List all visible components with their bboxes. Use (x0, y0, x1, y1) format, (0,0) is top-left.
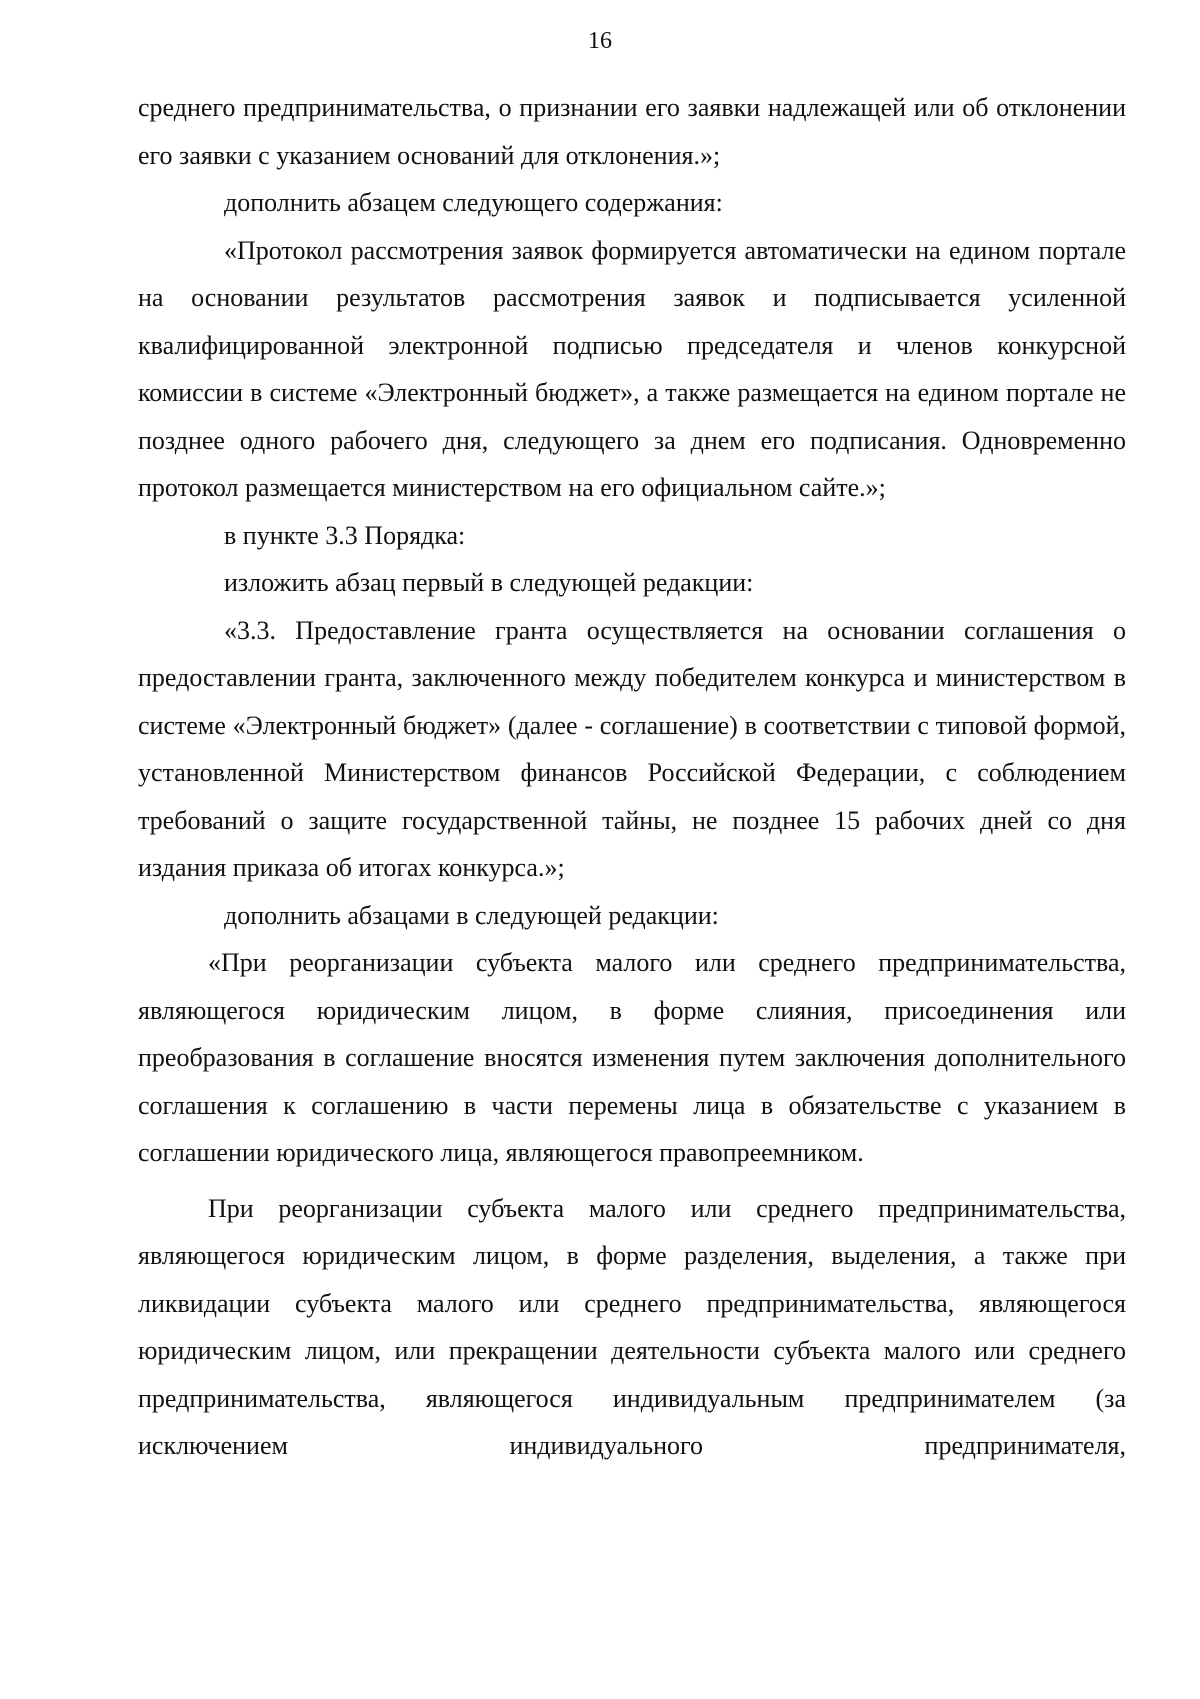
paragraph-instruction: дополнить абзацами в следующей редакции: (224, 900, 719, 930)
paragraph-reorganization-separation: При реорганизации субъекта малого или среднего предпринимательства, являющегося юридическим лицом, в форме разделения, выделения, а также при ликвидации субъекта малого или среднего предпринимательства, являющегося юридическим лицом, или прекращении деятельности субъекта малого или среднего предпринимательства, являющегося индивидуальным предпринимателем (за исключением индивидуального предпринимателя, (138, 1193, 1126, 1460)
paragraph-continuation: среднего предпринимательства, о признании его заявки надлежащей или об отклонении его заявки с указанием оснований для отклонения.»; (138, 93, 1126, 170)
paragraph-instruction: в пункте 3.3 Порядка: (224, 520, 466, 550)
paragraph-instruction: дополнить абзацем следующего содержания: (224, 188, 723, 217)
paragraph-instruction: изложить абзац первый в следующей редакции: (224, 568, 754, 597)
paragraph-quote-reorganization: «При реорганизации субъекта малого или среднего предпринимательства, являющегося юридическим лицом, в форме слияния, присоединения или преобразования в соглашение вносятся изменения путем заключения дополнительного соглашения к соглашению в части перемены лица в обязательстве с указанием в соглашении юридического лица, являющегося правопреемником. (138, 948, 1126, 1167)
paragraph-quote-clause-3-3: «3.3. Предоставление гранта осуществляется на основании соглашения о предоставлении гранта, заключенного между победителем конкурса и министерством в системе «Электронный бюджет» (далее - соглашение) в соответствии с типовой формой, установленной Министерством финансов Российской Федерации, с соблюдением требований о защите государственной тайны, не позднее 15 рабочих дней со дня издания приказа об итогах конкурса.»; (138, 615, 1126, 882)
paragraph-quote-protocol: «Протокол рассмотрения заявок формируется автоматически на едином портале на основании результатов рассмотрения заявок и подписывается усиленной квалифицированной электронной подписью председателя и членов конкурсной комиссии в системе «Электронный бюджет», а также размещается на едином портале не позднее одного рабочего дня, следующего за днем его подписания. Одновременно протокол размещается министерством на его официальном сайте.»; (138, 235, 1126, 502)
page-number: 16 (588, 28, 612, 54)
document-body (138, 84, 1126, 1470)
